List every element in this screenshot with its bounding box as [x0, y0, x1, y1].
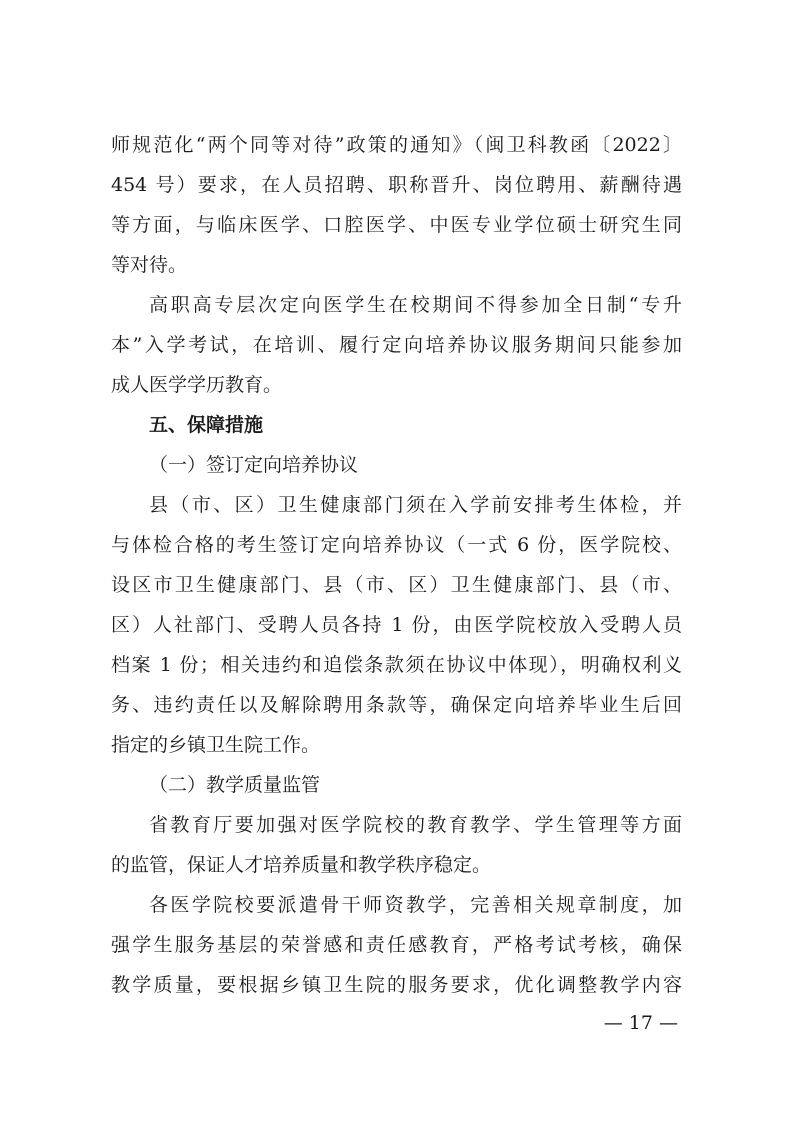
text-line: 各医学院校要派遣骨干师资教学，完善相关规章制度，加 — [149, 894, 682, 916]
text-line: 与体检合格的考生签订定向培养协议（一式 6 份，医学院校、 — [111, 534, 682, 556]
text-line: 省教育厅要加强对医学院校的教育教学、学生管理等方面 — [149, 814, 682, 836]
text-line: 的监管，保证人才培养质量和教学秩序稳定。 — [111, 854, 492, 876]
text-line: 设区市卫生健康部门、县（市、区）卫生健康部门、县（市、 — [111, 574, 682, 596]
text-line: 师规范化“两个同等对待”政策的通知》（闽卫科教函〔2022〕 — [111, 134, 682, 156]
text-line: 县（市、区）卫生健康部门须在入学前安排考生体检，并 — [149, 494, 682, 516]
subsection-heading: （二）教学质量监管 — [149, 774, 321, 796]
text-line: 务、违约责任以及解除聘用条款等，确保定向培养毕业生后回 — [111, 694, 682, 716]
text-line: 高职高专层次定向医学生在校期间不得参加全日制“专升 — [149, 294, 682, 316]
text-line: 454 号）要求，在人员招聘、职称晋升、岗位聘用、薪酬待遇 — [111, 174, 682, 196]
subsection-heading: （一）签订定向培养协议 — [149, 454, 359, 476]
document-body — [111, 125, 682, 1005]
text-line: 等对待。 — [111, 254, 188, 276]
section-heading: 五、保障措施 — [149, 414, 264, 436]
text-line: 教学质量，要根据乡镇卫生院的服务要求，优化调整教学内容 — [111, 974, 682, 996]
page-number: — 17 — — [603, 1012, 678, 1034]
text-line: 等方面，与临床医学、口腔医学、中医专业学位硕士研究生同 — [111, 214, 682, 236]
text-line: 档案 1 份；相关违约和追偿条款须在协议中体现），明确权利义 — [111, 654, 682, 676]
text-line: 强学生服务基层的荣誉感和责任感教育，严格考试考核，确保 — [111, 934, 682, 956]
text-line: 区）人社部门、受聘人员各持 1 份，由医学院校放入受聘人员 — [111, 614, 682, 636]
text-line: 指定的乡镇卫生院工作。 — [111, 734, 321, 756]
text-line: 成人医学学历教育。 — [111, 374, 283, 396]
text-line: 本”入学考试，在培训、履行定向培养协议服务期间只能参加 — [111, 334, 682, 356]
